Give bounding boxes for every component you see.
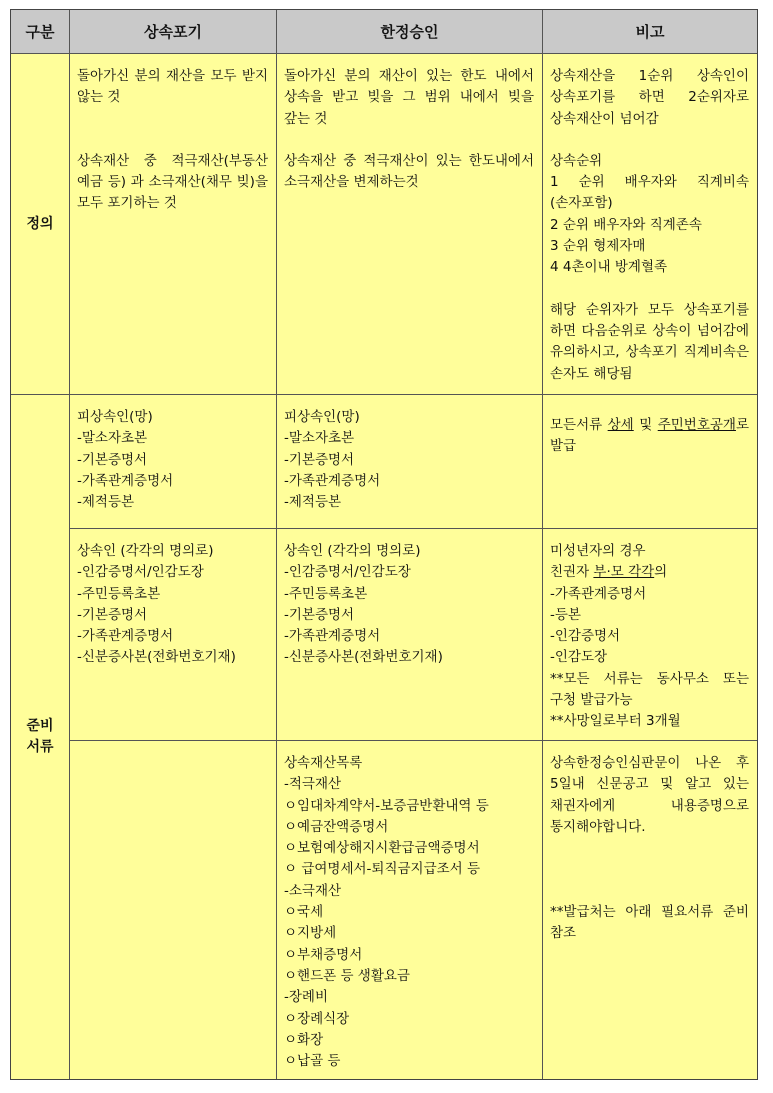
list-item: 피상속인(망) xyxy=(77,409,153,425)
list-item: 상속인 (각각의 명의로) xyxy=(284,543,421,559)
list-item: ㅇ핸드폰 등 생활요금 xyxy=(284,967,410,984)
list-item: -주민등록초본 xyxy=(284,585,368,602)
documents-label-line1: 준비 xyxy=(26,718,54,734)
issuance-note-pre: 모든서류 xyxy=(550,417,608,433)
header-remarks-label: 비고 xyxy=(635,23,665,41)
header-category xyxy=(11,10,70,54)
estate-renounce-cell xyxy=(70,741,277,1079)
issuance-note xyxy=(550,415,749,458)
deceased-renounce-cell xyxy=(70,395,277,529)
definition-renounce-p1: 돌아가신 분의 재산을 모두 받지 않는 것 xyxy=(77,68,268,106)
definition-limited-p2: 상속재산 중 적극재산이 있는 한도내에서 소극재산을 변제하는것 xyxy=(284,152,534,191)
minor-note-line2 xyxy=(550,562,749,583)
header-limited-approval xyxy=(277,10,543,54)
issuance-rrn-underlined: 주민번호공개 xyxy=(657,417,736,433)
definition-note-cell xyxy=(543,54,757,395)
list-item: -장례비 xyxy=(284,989,328,1006)
definition-note-p3: 해당 순위자가 모두 상속포기를 하면 다음순위로 상속이 넘어감에 유의하시고, 상속포기 직계비속은 손자도 해당됨 xyxy=(550,301,749,382)
minor-note-line1: 미성년자의 경우 xyxy=(550,543,646,559)
list-item: 상속인 (각각의 명의로) xyxy=(77,543,214,559)
list-item: ㅇ화장 xyxy=(284,1031,324,1048)
inheritance-order-3: 3 순위 형제자매 xyxy=(550,238,646,255)
list-item: 피상속인(망) xyxy=(284,409,360,425)
estate-note-p1: 상속한정승인심판문이 나온 후 5일내 신문공고 및 알고 있는 채권자에게 내용증명으로 통지해야합니다. xyxy=(550,755,749,835)
heirs-renounce-cell xyxy=(70,529,277,741)
list-item: ㅇ장례식장 xyxy=(284,1010,350,1027)
definition-renounce-cell xyxy=(70,54,277,395)
inheritance-order-4: 4 4촌이내 방계혈족 xyxy=(550,259,668,276)
list-item: -인감증명서/인감도장 xyxy=(77,564,204,581)
minor-note-post: 의 xyxy=(654,564,668,581)
list-item: ㅇ납골 등 xyxy=(284,1053,341,1070)
header-renounce xyxy=(70,10,277,54)
minor-note-parents-underlined: 부·모 각각 xyxy=(593,564,655,581)
list-item: -기본증명서 xyxy=(284,606,355,623)
list-item: ㅇ국세 xyxy=(284,904,324,921)
list-item: -말소자초본 xyxy=(77,430,148,447)
list-item: -가족관계증명서 xyxy=(77,628,174,645)
list-item: -신분증사본(전화번호기재) xyxy=(77,649,236,666)
row-label-documents xyxy=(11,395,70,1079)
list-item: -주민등록초본 xyxy=(77,585,161,602)
list-item: -기본증명서 xyxy=(77,451,148,468)
list-item: -기본증명서 xyxy=(77,606,148,623)
list-item: -인감증명서 xyxy=(550,628,621,645)
list-item: -제적등본 xyxy=(77,494,135,511)
list-item: ㅇ지방세 xyxy=(284,925,337,942)
list-item: -가족관계증명서 xyxy=(550,585,647,602)
documents-label-line2: 서류 xyxy=(26,739,54,755)
list-item: -등본 xyxy=(550,606,581,623)
heirs-note-cell xyxy=(543,529,757,741)
deceased-limited-cell xyxy=(277,395,543,529)
list-item: ㅇ 급여명세서-퇴직금지급조서 등 xyxy=(284,861,481,878)
definition-label: 정의 xyxy=(26,215,54,232)
inheritance-order-2: 2 순위 배우자와 직계존속 xyxy=(550,216,702,233)
list-item: -인감증명서/인감도장 xyxy=(284,564,411,581)
list-item: -신분증사본(전화번호기재) xyxy=(284,649,443,666)
minor-note-pre: 친권자 xyxy=(550,564,594,581)
comparison-table xyxy=(10,9,758,1080)
estate-note-cell xyxy=(543,741,757,1079)
list-item: -기본증명서 xyxy=(284,451,355,468)
definition-renounce-p2: 상속재산 중 적극재산(부동산 예금 등) 과 소극재산(채무 빚)을 모두 포기하는 것 xyxy=(77,152,268,212)
estate-note-p2: **발급처는 아래 필요서류 준비 참조 xyxy=(550,904,749,942)
list-item: 상속재산목록 xyxy=(284,755,363,771)
header-renounce-label: 상속포기 xyxy=(144,23,202,41)
definition-note-p1: 상속재산을 1순위 상속인이 상속포기를 하면 2순위자로 상속재산이 넘어감 xyxy=(550,68,749,127)
heirs-limited-cell xyxy=(277,529,543,741)
issuance-note-post: 로 발급 xyxy=(550,417,749,455)
list-item: -말소자초본 xyxy=(284,430,355,447)
estate-limited-cell xyxy=(277,741,543,1079)
list-item: ㅇ보험예상해지시환급금액증명서 xyxy=(284,840,480,857)
definition-limited-cell xyxy=(277,54,543,395)
header-limited-label: 한정승인 xyxy=(380,23,439,41)
list-item: ㅇ예금잔액증명서 xyxy=(284,818,389,835)
list-item: -소극재산 xyxy=(284,882,342,899)
list-item: -가족관계증명서 xyxy=(284,472,381,489)
inheritance-order-1: 1 순위 배우자와 직계비속(손자포함) xyxy=(550,174,749,212)
list-item: -인감도장 xyxy=(550,649,608,666)
list-item: -적극재산 xyxy=(284,776,342,793)
heirs-remark-2: **사망일로부터 3개월 xyxy=(550,713,681,730)
list-item: -가족관계증명서 xyxy=(77,472,174,489)
list-item: -가족관계증명서 xyxy=(284,628,381,645)
header-category-label: 구분 xyxy=(25,23,55,41)
list-item: ㅇ임대차계약서-보증금반환내역 등 xyxy=(284,797,489,814)
list-item: ㅇ부채증명서 xyxy=(284,946,363,963)
header-remarks xyxy=(543,10,757,54)
row-label-definition xyxy=(11,54,70,395)
issuance-note-mid: 및 xyxy=(633,417,658,433)
definition-limited-p1: 돌아가신 분의 재산이 있는 한도 내에서 상속을 받고 빚을 그 범위 내에서 빚을 갚는 것 xyxy=(284,68,534,127)
heirs-remark-1: **모든 서류는 동사무소 또는 구청 발급가능 xyxy=(550,670,749,709)
inheritance-order-title: 상속순위 xyxy=(550,152,603,169)
list-item: -제적등본 xyxy=(284,494,342,511)
deceased-note-cell xyxy=(543,395,757,529)
issuance-detail-underlined: 상세 xyxy=(607,417,634,433)
